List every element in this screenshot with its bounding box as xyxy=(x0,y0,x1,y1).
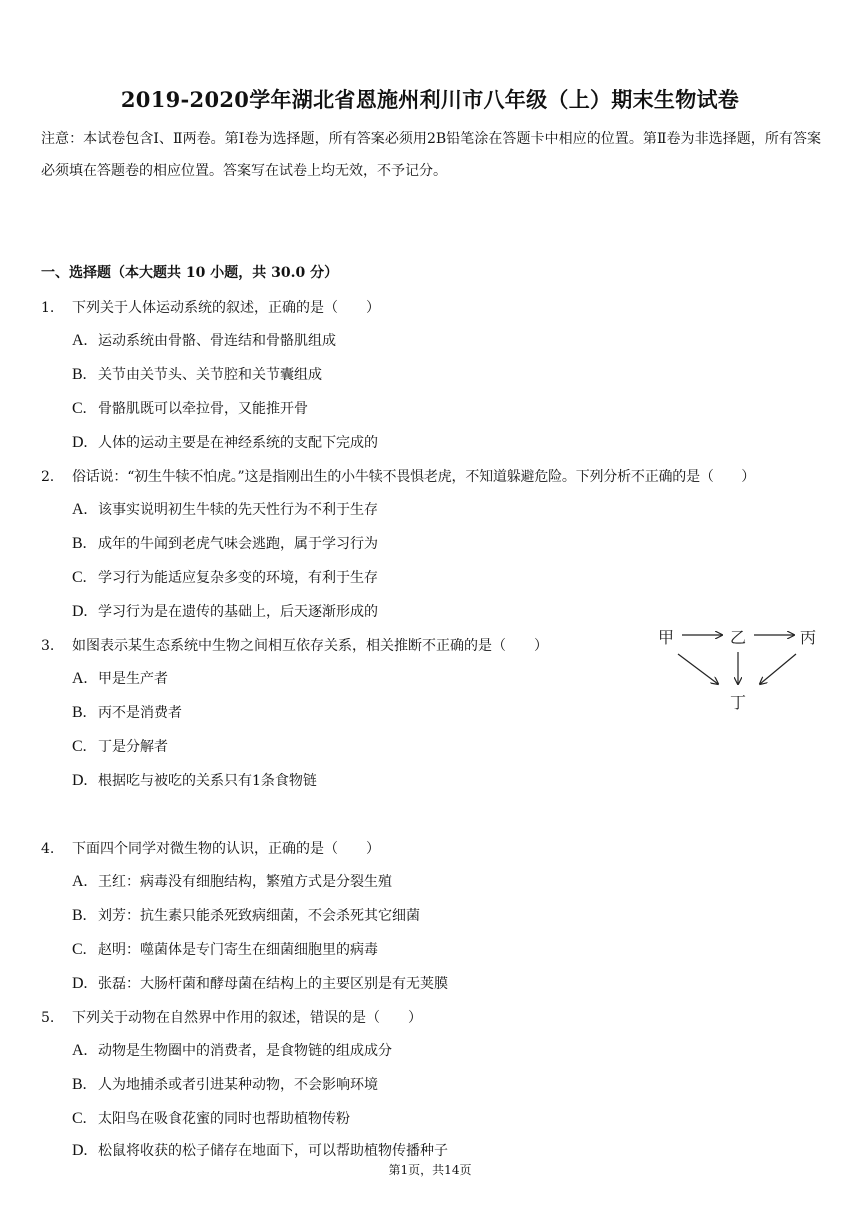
question-2-stem xyxy=(41,466,755,486)
question-2-option-c: C. 学习行为能适应复杂多变的环境，有利于生存 xyxy=(72,569,378,586)
question-number: 5. xyxy=(41,1010,55,1026)
node-yi: 乙 xyxy=(730,628,747,647)
exam-title: 2019-2020学年湖北省恩施州利川市八年级（上）期末生物试卷 xyxy=(120,87,740,112)
question-3-option-c: C. 丁是分解者 xyxy=(72,738,168,755)
node-jia: 甲 xyxy=(658,628,675,647)
question-3-stem xyxy=(41,635,548,655)
arrow-bing-to-ding xyxy=(760,654,796,684)
food-web-diagram xyxy=(656,620,826,720)
question-2-option-b: B. 成年的牛闻到老虎气味会逃跑，属于学习行为 xyxy=(72,535,378,552)
question-4-option-d: D. 张磊：大肠杆菌和酵母菌在结构上的主要区别是有无荚膜 xyxy=(72,975,448,992)
question-5-option-d: D. 松鼠将收获的松子储存在地面下，可以帮助植物传播种子 xyxy=(72,1142,448,1159)
question-1-stem xyxy=(41,297,380,317)
question-1-option-b: B. 关节由关节头、关节腔和关节囊组成 xyxy=(72,366,322,383)
question-number: 2. xyxy=(41,469,54,485)
question-5-option-c: C. 太阳鸟在吸食花蜜的同时也帮助植物传粉 xyxy=(72,1110,350,1127)
question-2-option-a: A. 该事实说明初生牛犊的先天性行为不利于生存 xyxy=(72,501,378,518)
question-4-option-a: A. 王红：病毒没有细胞结构，繁殖方式是分裂生殖 xyxy=(72,873,392,890)
question-4-option-b: B. 刘芳：抗生素只能杀死致病细菌，不会杀死其它细菌 xyxy=(72,907,420,924)
page-footer: 第1页，共14页 xyxy=(388,1163,472,1177)
question-number: 1. xyxy=(41,300,55,316)
node-ding: 丁 xyxy=(730,693,747,712)
question-3-option-a: A. 甲是生产者 xyxy=(72,670,168,687)
question-5-stem xyxy=(41,1007,422,1027)
question-1-option-d: D. 人体的运动主要是在神经系统的支配下完成的 xyxy=(72,434,378,451)
arrow-jia-to-ding xyxy=(678,654,718,684)
question-5-option-b: B. 人为地捕杀或者引进某种动物，不会影响环境 xyxy=(72,1076,378,1093)
question-number: 3. xyxy=(41,638,55,654)
question-text: 俗话说：“初生牛犊不怕虎。”这是指刚出生的小牛犊不畏惧老虎，不知道躲避危险。下列分析不正确的是（ ） xyxy=(72,469,756,485)
question-text: 下列关于动物在自然界中作用的叙述，错误的是（ ） xyxy=(72,1010,422,1026)
question-1-option-a: A. 运动系统由骨骼、骨连结和骨骼肌组成 xyxy=(72,332,336,349)
question-4-stem xyxy=(41,838,380,858)
question-3-option-d: D. 根据吃与被吃的关系只有1条食物链 xyxy=(72,772,317,789)
question-3-option-b: B. 丙不是消费者 xyxy=(72,704,182,721)
node-bing: 丙 xyxy=(800,628,817,647)
question-5-option-a: A. 动物是生物圈中的消费者，是食物链的组成成分 xyxy=(72,1042,392,1059)
question-number: 4. xyxy=(41,841,55,857)
section-heading: 一、选择题（本大题共 10 小题，共 30.0 分） xyxy=(41,265,339,281)
question-1-option-c: C. 骨骼肌既可以牵拉骨，又能推开骨 xyxy=(72,400,308,417)
question-text: 下列关于人体运动系统的叙述，正确的是（ ） xyxy=(72,300,380,316)
question-text: 下面四个同学对微生物的认识，正确的是（ ） xyxy=(72,841,380,857)
exam-notice: 注意：本试卷包含Ⅰ、Ⅱ两卷。第Ⅰ卷为选择题，所有答案必须用2B铅笔涂在答题卡中相应的位置。第Ⅱ卷为非选择题，所有答案必须填在答题卷的相应位置。答案写在试卷上均无效，不予记分。 xyxy=(41,131,821,179)
question-text: 如图表示某生态系统中生物之间相互依存关系，相关推断不正确的是（ ） xyxy=(72,638,548,654)
question-4-option-c: C. 赵明：噬菌体是专门寄生在细菌细胞里的病毒 xyxy=(72,941,378,958)
question-2-option-d: D. 学习行为是在遗传的基础上，后天逐渐形成的 xyxy=(72,603,378,620)
